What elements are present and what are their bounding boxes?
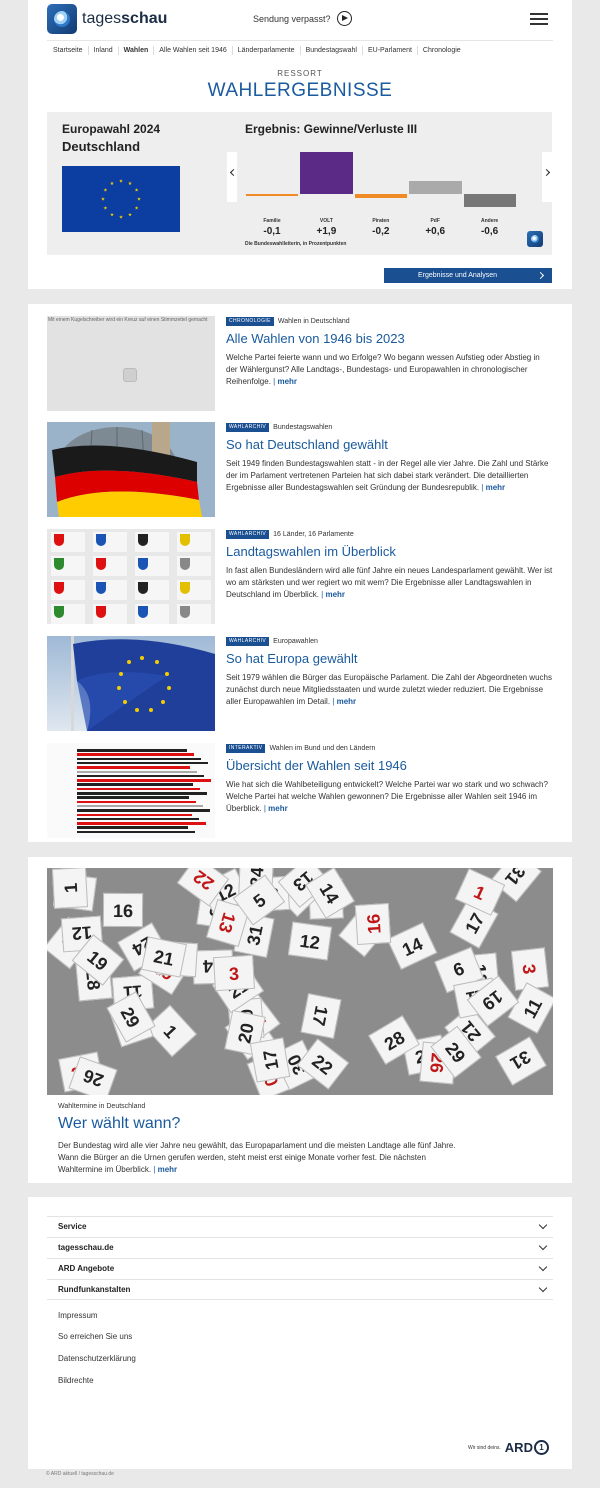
election-result-widget [47, 112, 552, 255]
logo-text: tagesschau [82, 10, 168, 27]
overview-row [77, 809, 210, 812]
overview-row [77, 805, 203, 808]
wahlergebnisse-section [28, 59, 572, 289]
article-tag: WAHLARCHIV [226, 637, 269, 646]
eu-flag-image [62, 166, 180, 232]
coat-of-arms-icon [51, 604, 85, 624]
flag-star [103, 188, 107, 192]
chart-next-button[interactable] [542, 152, 552, 202]
nav-item-inland[interactable]: Inland [88, 46, 118, 55]
flag-star [119, 179, 123, 183]
chart-category-label: Piraten [372, 218, 390, 224]
overview-row [77, 792, 207, 795]
coat-of-arms-icon [135, 532, 169, 552]
flag-star [128, 181, 132, 185]
coat-of-arms-icon [177, 532, 211, 552]
overview-row [77, 771, 197, 774]
ressort-label: RESSORT [277, 69, 323, 78]
chart-bar-familie [246, 194, 298, 196]
copyright: © ARD aktuell / tagesschau.de [46, 1471, 114, 1477]
overview-row [77, 796, 189, 799]
overview-row [77, 801, 196, 804]
teaser-body: Der Bundestag wird alle vier Jahre neu gewählt, das Europaparlament und die meisten Landtage alle fünf Jahre. Wann die Bürger an die Urnen gerufen werden, steht meist erst einige Monate vorher fest. Die nächsten Wahltermine im Überblick. | mehr [58, 1140, 468, 1175]
flag-star [137, 197, 141, 201]
article-title[interactable]: So hat Europa gewählt [226, 651, 358, 666]
article-kicker: Europawahlen [273, 637, 318, 645]
chart-bar-andere [464, 194, 516, 207]
flag-star [101, 197, 105, 201]
coat-of-arms-icon [51, 556, 85, 576]
calendar-sheet [288, 922, 332, 961]
chart-category-label: Familie [263, 218, 281, 224]
flag-star [110, 213, 114, 217]
election-name: Europawahl 2024 [62, 122, 161, 136]
calendar-sheet [213, 955, 255, 991]
overview-row [77, 822, 206, 825]
chart-value-label: +0,6 [425, 226, 446, 237]
calendar-sheet [301, 993, 342, 1039]
chart-bar-volt [300, 152, 352, 194]
state-coats-of-arms-image[interactable] [47, 529, 215, 624]
chart-category-label: PdF [430, 218, 440, 224]
overview-row [77, 758, 201, 761]
calendar-numbers-image[interactable] [47, 868, 553, 1095]
ard-slogan: Wir sind deins. [468, 1444, 501, 1451]
results-analyses-button[interactable]: Ergebnisse und Analysen [384, 268, 552, 283]
menu-hamburger-icon[interactable] [530, 13, 548, 25]
election-region: Deutschland [62, 139, 141, 154]
chart-value-label: -0,6 [480, 226, 499, 237]
flag-star [103, 206, 107, 210]
flag-star [128, 213, 132, 217]
ard-logo[interactable] [468, 1440, 549, 1455]
article-kicker: Bundestagswahlen [273, 423, 333, 431]
chevron-down-icon [539, 1221, 547, 1229]
coat-of-arms-icon [177, 604, 211, 624]
article-teaser: Seit 1979 wählen die Bürger das Europäische Parlament. Die Zahl der Abgeordneten wuchs zunächst durch neue Mitgliedsstaaten und wurde zuletzt wieder reduziert. Die Ergebnisse aller Europawahlen im Detail. | mehr [226, 672, 553, 707]
footer-section-rundfunkanstalten[interactable]: Rundfunkanstalten [47, 1279, 553, 1300]
more-link[interactable]: | mehr [321, 590, 345, 599]
image-alt-text: Mit einem Kugelschreiber wird ein Kreuz auf einen Stimmzettel gemacht [48, 317, 208, 323]
article-title[interactable]: Landtagswahlen im Überblick [226, 544, 396, 559]
nav-item-startseite[interactable]: Startseite [53, 46, 83, 54]
coat-of-arms-icon [51, 580, 85, 600]
more-link[interactable]: | mehr [153, 1165, 177, 1174]
chart-source: Die Bundeswahlleiterin, in Prozentpunkten [245, 241, 347, 247]
tagesschau-logo[interactable] [47, 4, 167, 34]
gains-losses-chart [245, 150, 517, 216]
reichstag-flag-image[interactable] [47, 422, 215, 517]
chart-category-label: VOLT [319, 218, 333, 224]
wahltermine-teaser [28, 857, 572, 1183]
article-title[interactable]: Übersicht der Wahlen seit 1946 [226, 758, 407, 773]
ballot-image[interactable] [47, 316, 215, 411]
coat-of-arms-icon [51, 532, 85, 552]
chart-value-label: +1,9 [316, 226, 337, 237]
flag-star [135, 188, 139, 192]
article-tag: CHRONOLOGIE [226, 317, 274, 326]
coat-of-arms-icon [93, 604, 127, 624]
article-title[interactable]: Alle Wahlen von 1946 bis 2023 [226, 331, 405, 346]
more-link[interactable]: | mehr [481, 483, 505, 492]
footer-link-contact[interactable]: So erreichen Sie uns [58, 1332, 133, 1341]
overview-row [77, 766, 190, 769]
site-header [28, 0, 572, 59]
ard-one-icon: 1 [534, 1440, 549, 1455]
chart-prev-button[interactable] [227, 152, 237, 202]
more-link[interactable]: | mehr [332, 697, 356, 706]
chart-value-label: -0,2 [372, 226, 390, 237]
overview-row [77, 818, 199, 821]
coat-of-arms-icon [177, 556, 211, 576]
calendar-sheet [52, 868, 88, 909]
footer-section-service[interactable]: Service [47, 1216, 553, 1237]
overview-row [77, 749, 187, 752]
play-icon [337, 11, 352, 26]
chevron-down-icon [539, 1284, 547, 1292]
ard-wordmark: ARD [504, 1440, 533, 1455]
coat-of-arms-icon [135, 556, 169, 576]
more-link[interactable]: | mehr [264, 804, 288, 813]
flag-star [110, 181, 114, 185]
article-kicker: Wahlen in Deutschland [277, 317, 350, 325]
calendar-sheet [354, 903, 390, 945]
article-teaser: In fast allen Bundesländern wird alle fünf Jahre ein neues Landesparlament gewählt. Wer ist wo am stärksten und wer regiert wo mit wem? Die Ergebnisse aller Landtagswahlen in Deutschland im Überblick. | mehr [226, 565, 553, 600]
footer-section-ard-angebote[interactable]: ARD Angebote [47, 1258, 553, 1279]
overview-row [77, 753, 194, 756]
tagesschau-badge-icon [527, 231, 543, 247]
overview-row [77, 783, 193, 786]
article-tag: INTERAKTIV [226, 744, 265, 753]
article-tag: WAHLARCHIV [226, 423, 269, 432]
coat-of-arms-icon [177, 580, 211, 600]
broken-image-icon [123, 368, 137, 382]
tagesschau-logo-icon [47, 4, 77, 34]
article-tag: WAHLARCHIV [226, 530, 269, 539]
calendar-sheet [102, 892, 142, 926]
calendar-sheet [495, 1036, 547, 1086]
nav-item-alle-wahlen-seit-1946[interactable]: Alle Wahlen seit 1946 [153, 46, 231, 55]
nav-item-eu-parlament[interactable]: EU-Parlament [362, 46, 417, 55]
chevron-down-icon [539, 1263, 547, 1271]
chart-title: Ergebnis: Gewinne/Verluste III [245, 122, 418, 136]
chart-bar-piraten [355, 194, 407, 198]
coat-of-arms-icon [93, 580, 127, 600]
teaser-title[interactable]: Wer wählt wann? [58, 1115, 181, 1132]
sendung-verpasst-label: Sendung verpasst? [253, 13, 331, 24]
overview-row [77, 831, 195, 834]
more-link[interactable]: | mehr [273, 377, 297, 386]
election-title [62, 122, 222, 154]
sendung-verpasst-link[interactable] [253, 11, 352, 26]
nav-item-bundestagswahl[interactable]: Bundestagswahl [300, 46, 362, 55]
article-kicker: Wahlen im Bund und den Ländern [269, 744, 376, 752]
nav-item-chronologie[interactable]: Chronologie [417, 46, 466, 55]
teaser-kicker: Wahltermine in Deutschland [58, 1103, 146, 1110]
article-teaser: Welche Partei feierte wann und wo Erfolge? Wo begann wessen Aufstieg oder Abstieg in der Wählergunst? Alle Landtags-, Bundestags- und Europawahlen in chronologischer Reihenfolge. | mehr [226, 352, 553, 387]
overview-row [77, 788, 200, 791]
ressort-navigation [47, 40, 553, 59]
chevron-right-icon [542, 169, 549, 176]
page-title: WAHLERGEBNISSE [207, 80, 393, 101]
overview-row [77, 775, 204, 778]
article-teaser: Seit 1949 finden Bundestagswahlen statt - in der Regel alle vier Jahre. Die Zahl und Stärke der im Parlament vertretenen Parteien hat sich dabei stark verändert. Die detaillierten Ergebnisse aller Bundestagswahlen seit Gründung der Bundesrepublik. | mehr [226, 458, 553, 493]
nav-item-wahlen[interactable]: Wahlen [118, 46, 154, 55]
coat-of-arms-icon [135, 580, 169, 600]
chevron-left-icon [229, 169, 236, 176]
overview-row [77, 826, 188, 829]
chart-category-label: Andere [480, 218, 499, 224]
eu-flag-photo[interactable] [47, 636, 215, 731]
coat-of-arms-icon [135, 604, 169, 624]
flag-star [135, 206, 139, 210]
overview-row [77, 814, 192, 817]
overview-row [77, 762, 208, 765]
chart-value-label: -0,1 [263, 226, 281, 237]
flag-star [119, 215, 123, 219]
calendar-sheet [386, 922, 437, 970]
footer-link-image-rights[interactable]: Bildrechte [58, 1376, 94, 1385]
coat-of-arms-icon [93, 556, 127, 576]
overview-row [77, 779, 211, 782]
footer-section-tagesschau[interactable]: tagesschau.de [47, 1237, 553, 1258]
article-teaser: Wie hat sich die Wahlbeteiligung entwickelt? Welche Partei war wo stark und wo schwach? Welche Partei hat welche Wahlen gewonnen? Die Ergebnisse aller Wahlen seit 1946 im Überblick. | mehr [226, 779, 553, 814]
site-footer [28, 1197, 572, 1469]
coat-of-arms-icon [93, 532, 127, 552]
chart-bar-pdf [409, 181, 461, 194]
election-overview-graphic[interactable] [47, 743, 215, 838]
article-title[interactable]: So hat Deutschland gewählt [226, 437, 388, 452]
calendar-sheet [145, 1005, 197, 1057]
article-kicker: 16 Länder, 16 Parlamente [273, 530, 354, 538]
footer-link-impressum[interactable]: Impressum [58, 1311, 98, 1320]
article-list [28, 304, 572, 842]
nav-item-länderparlamente[interactable]: Länderparlamente [232, 46, 300, 55]
chevron-down-icon [539, 1242, 547, 1250]
calendar-sheet [250, 1038, 291, 1083]
footer-link-privacy[interactable]: Datenschutzerklärung [58, 1354, 136, 1363]
